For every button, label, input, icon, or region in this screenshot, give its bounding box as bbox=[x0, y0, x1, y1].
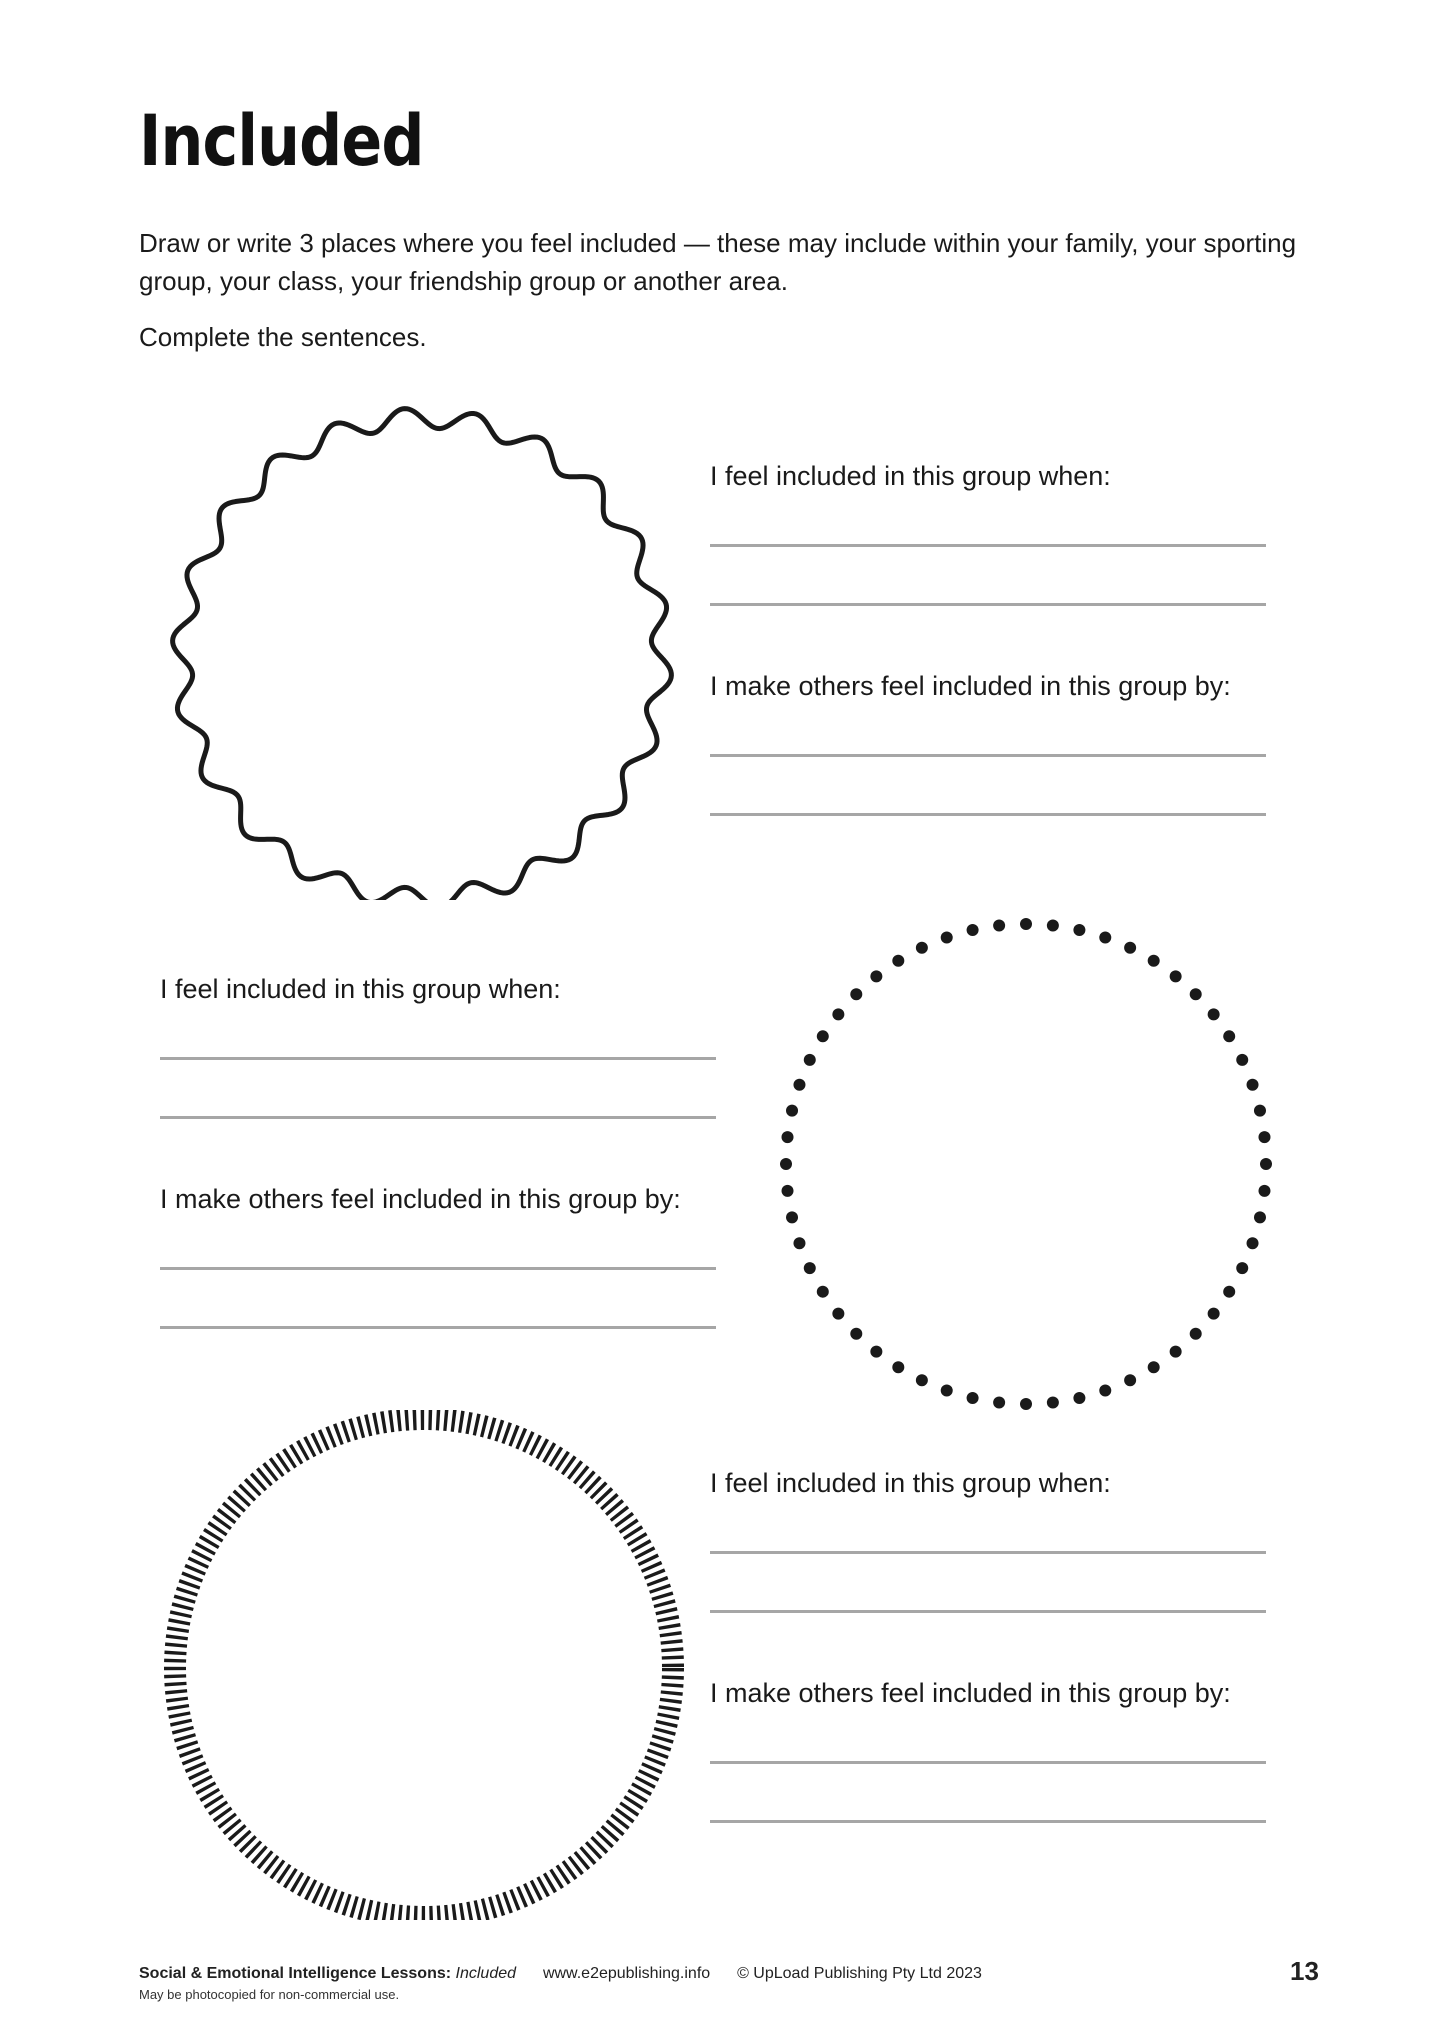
circle-dot bbox=[892, 955, 904, 967]
section-2-prompts bbox=[160, 971, 720, 1329]
circle-dot bbox=[804, 1054, 816, 1066]
prompt-make-others-1: I make others feel included in this group by: bbox=[710, 671, 1231, 701]
circle-dot bbox=[1124, 1374, 1136, 1386]
answer-line[interactable] bbox=[710, 1610, 1266, 1613]
circle-dot bbox=[786, 1211, 798, 1223]
circle-dot bbox=[916, 942, 928, 954]
circle-dot bbox=[1047, 920, 1059, 932]
circle-dot bbox=[1190, 1328, 1202, 1340]
prompt-feel-included-2: I feel included in this group when: bbox=[160, 974, 561, 1004]
instruction-text: Complete the sentences. bbox=[139, 322, 427, 352]
circle-dot bbox=[1236, 1054, 1248, 1066]
answer-line[interactable] bbox=[710, 813, 1266, 816]
answer-line[interactable] bbox=[160, 1116, 716, 1119]
circle-dot bbox=[1124, 942, 1136, 954]
answer-line[interactable] bbox=[710, 544, 1266, 547]
circle-dot bbox=[967, 924, 979, 936]
answer-line[interactable] bbox=[710, 603, 1266, 606]
dotted-circle-drawing-area bbox=[760, 910, 1300, 1420]
circle-dot bbox=[1148, 955, 1160, 967]
answer-line[interactable] bbox=[710, 1551, 1266, 1554]
prompt-make-others-3: I make others feel included in this group by: bbox=[710, 1678, 1231, 1708]
circle-dot bbox=[1208, 1008, 1220, 1020]
answer-line[interactable] bbox=[160, 1267, 716, 1270]
circle-dot bbox=[850, 1328, 862, 1340]
dashed-circle-drawing-area bbox=[160, 1410, 700, 1920]
circle-dot bbox=[1254, 1105, 1266, 1117]
circle-dot bbox=[1247, 1079, 1259, 1091]
circle-dot bbox=[786, 1105, 798, 1117]
footer bbox=[139, 1963, 982, 2005]
circle-dot bbox=[1223, 1030, 1235, 1042]
footer-note: May be photocopied for non-commercial use. bbox=[139, 1987, 400, 2002]
circle-dot bbox=[817, 1030, 829, 1042]
circle-dot bbox=[1020, 918, 1032, 930]
section-3-prompts bbox=[710, 1465, 1270, 1823]
circle-dot bbox=[916, 1374, 928, 1386]
circle-dot bbox=[967, 1392, 979, 1404]
circle-dot bbox=[804, 1262, 816, 1274]
circle-dot bbox=[870, 1346, 882, 1358]
circle-dot bbox=[1208, 1308, 1220, 1320]
circle-dot bbox=[1170, 970, 1182, 982]
circle-dot bbox=[1254, 1211, 1266, 1223]
circle-dot bbox=[1099, 1385, 1111, 1397]
circle-dot bbox=[1258, 1131, 1270, 1143]
section-1-prompts bbox=[710, 458, 1270, 816]
intro-text: Draw or write 3 places where you feel included — these may include within your family, your sporting group, your class, your friendship group or another area. bbox=[139, 228, 1297, 296]
circle-dot bbox=[993, 920, 1005, 932]
circle-dot bbox=[892, 1361, 904, 1373]
circle-dot bbox=[1073, 1392, 1085, 1404]
dotted-circle-outline bbox=[780, 918, 1272, 1410]
circle-dot bbox=[1020, 1398, 1032, 1410]
circle-dot bbox=[1170, 1346, 1182, 1358]
circle-dot bbox=[1073, 924, 1085, 936]
circle-dot bbox=[817, 1286, 829, 1298]
page-title: Included bbox=[139, 100, 424, 182]
dashed-circle-outline bbox=[175, 1419, 673, 1917]
answer-line[interactable] bbox=[160, 1326, 716, 1329]
footer-series: Social & Emotional Intelligence Lessons: bbox=[139, 1965, 452, 1982]
footer-book-title: Included bbox=[455, 1965, 517, 1982]
circle-dot bbox=[832, 1308, 844, 1320]
circle-dot bbox=[832, 1008, 844, 1020]
answer-line[interactable] bbox=[710, 1820, 1266, 1823]
circle-dot bbox=[782, 1185, 794, 1197]
circle-dot bbox=[870, 970, 882, 982]
circle-dot bbox=[941, 1385, 953, 1397]
wavy-circle-drawing-area bbox=[160, 400, 700, 900]
prompt-feel-included-1: I feel included in this group when: bbox=[710, 461, 1111, 491]
circle-dot bbox=[1099, 931, 1111, 943]
circle-dot bbox=[1190, 988, 1202, 1000]
circle-dot bbox=[1236, 1262, 1248, 1274]
circle-dot bbox=[1148, 1361, 1160, 1373]
wavy-circle-outline bbox=[173, 409, 672, 900]
circle-dot bbox=[1247, 1237, 1259, 1249]
circle-dot bbox=[1258, 1185, 1270, 1197]
circle-dot bbox=[1260, 1158, 1272, 1170]
footer-website[interactable]: www.e2epublishing.info bbox=[542, 1965, 711, 1982]
circle-dot bbox=[993, 1396, 1005, 1408]
footer-copyright: © UpLoad Publishing Pty Ltd 2023 bbox=[737, 1965, 982, 1982]
answer-line[interactable] bbox=[710, 754, 1266, 757]
prompt-feel-included-3: I feel included in this group when: bbox=[710, 1468, 1111, 1498]
circle-dot bbox=[782, 1131, 794, 1143]
answer-line[interactable] bbox=[710, 1761, 1266, 1764]
page-number: 13 bbox=[1290, 1956, 1319, 1986]
circle-dot bbox=[780, 1158, 792, 1170]
circle-dot bbox=[1047, 1396, 1059, 1408]
answer-line[interactable] bbox=[160, 1057, 716, 1060]
circle-dot bbox=[793, 1079, 805, 1091]
circle-dot bbox=[850, 988, 862, 1000]
prompt-make-others-2: I make others feel included in this group by: bbox=[160, 1184, 681, 1214]
circle-dot bbox=[941, 931, 953, 943]
circle-dot bbox=[1223, 1286, 1235, 1298]
circle-dot bbox=[793, 1237, 805, 1249]
